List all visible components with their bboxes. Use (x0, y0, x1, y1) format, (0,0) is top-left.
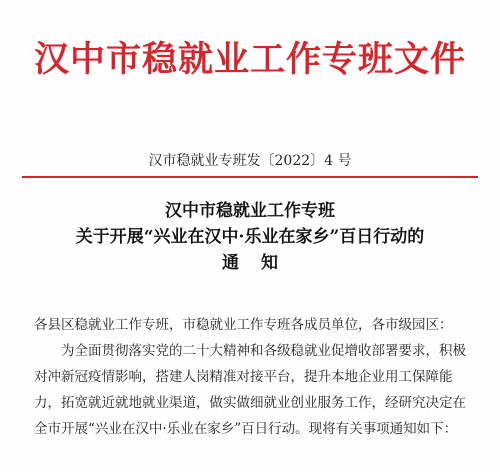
notice-title (0, 198, 500, 276)
notice-title-line-3: 通知 (222, 253, 300, 273)
body-paragraph: 为全面贯彻落实党的二十大精神和各级稳就业促增收部署要求，积极对冲新冠疫情影响，搭建人岗精准对接平台，提升本地企业用工保障能力，拓宽就近就地就业渠道，做实做细就业创业服务工作，经研究决定在全市开展“兴业在汉中·乐业在家乡”百日行动。现将有关事项通知如下： (34, 343, 466, 437)
addressee-line: 各县区稳就业工作专班，市稳就业工作专班各成员单位，各市级园区： (34, 317, 453, 333)
document-number: 汉市稳就业专班发〔2022〕4 号 (148, 153, 352, 169)
document-header-title: 汉中市稳就业工作专班文件 (33, 39, 466, 80)
red-divider-rule (22, 176, 478, 178)
document-body (34, 312, 476, 442)
notice-title-line-1: 汉中市稳就业工作专班 (165, 201, 335, 221)
notice-title-line-2: 关于开展“兴业在汉中·乐业在家乡”百日行动的 (75, 227, 425, 247)
